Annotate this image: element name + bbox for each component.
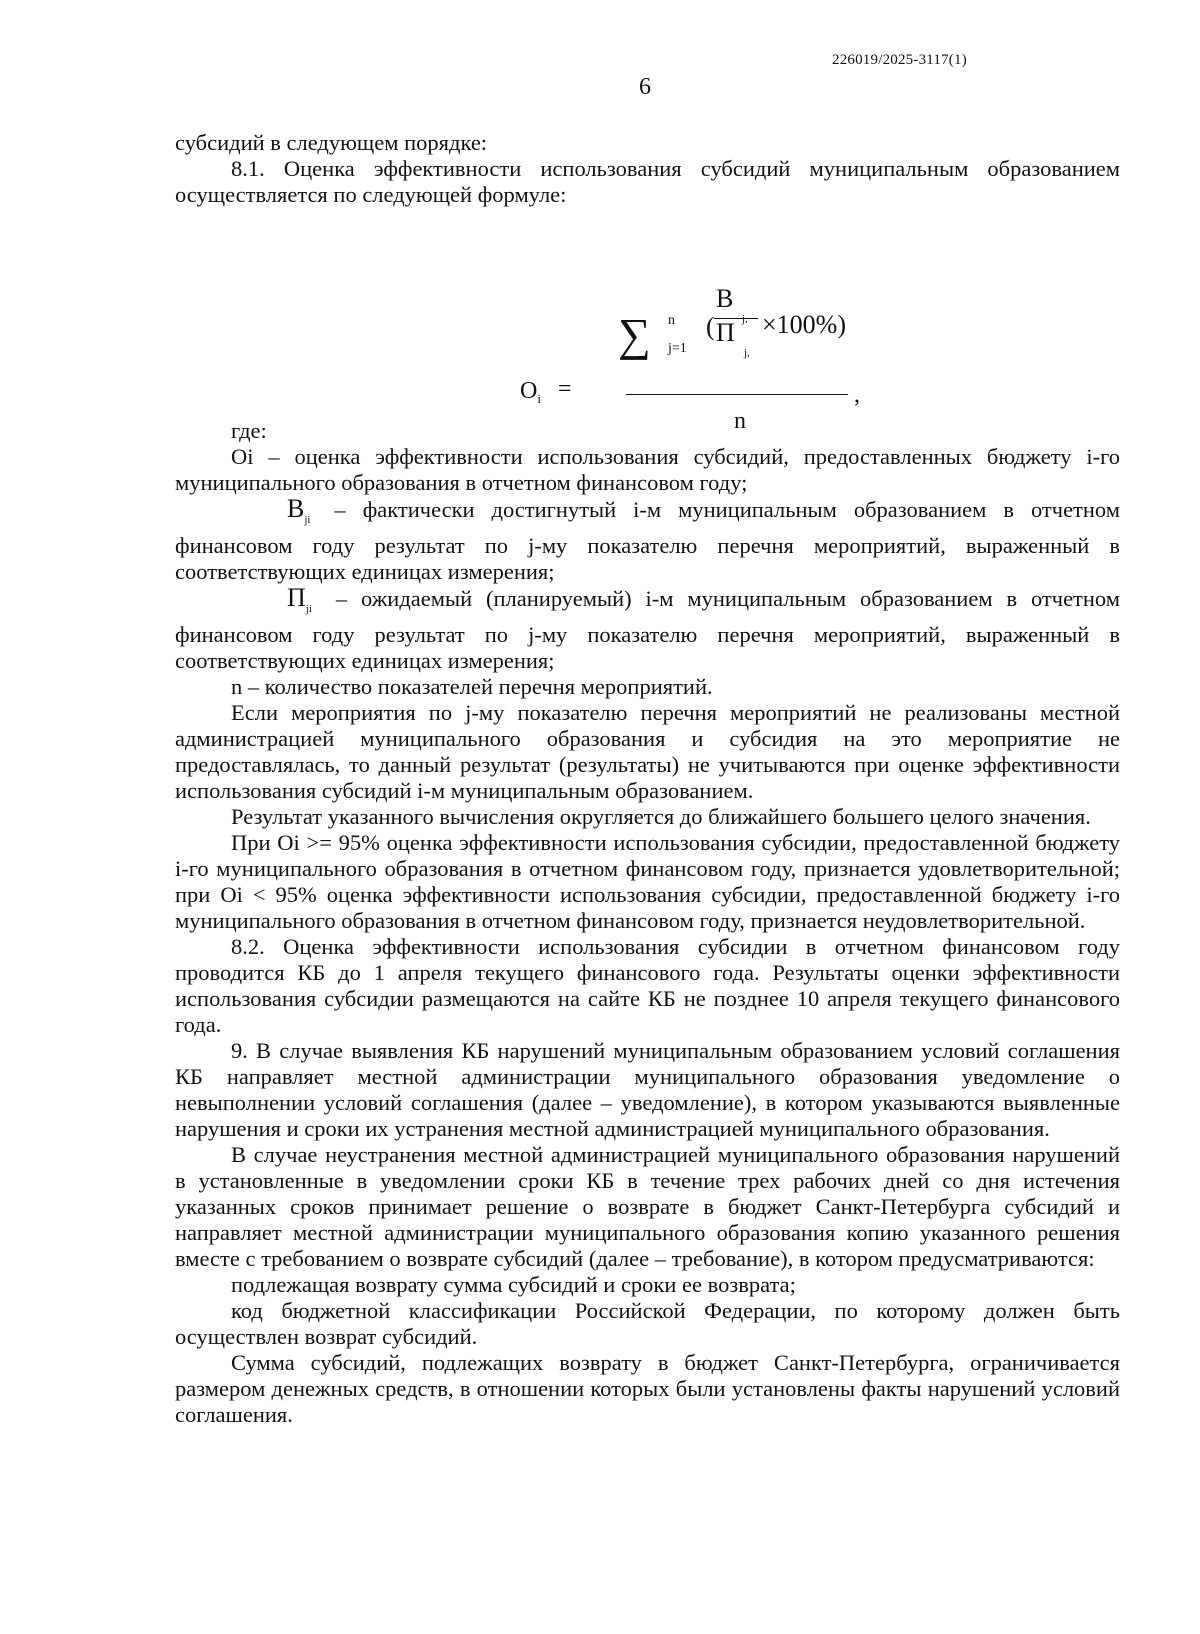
definition-oi: Оi – оценка эффективности использования субсидий, предоставленных бюджету i-го муниципального образования в отчетном финансовом году; (175, 444, 1120, 495)
paragraph-95-percent: При Оi >= 95% оценка эффективности использования субсидии, предоставленной бюджету i-го муниципального образования в отчетном финансовом году, признается удовлетворительной; при Оi < 95% оценка эффективности использования субсидии, предоставленной бюджету i-го муниципального образования в отчетном финансовом году, признается неудовлетворительной. (175, 830, 1120, 934)
sum-upper-limit: n (668, 313, 675, 328)
inner-fraction-denominator: П (716, 318, 735, 347)
paragraph-sum-limit: Сумма субсидий, подлежащих возврату в бюджет Санкт-Петербурга, ограничивается размером денежных средств, в отношении которых были установлены факты нарушений условий соглашения. (175, 1350, 1120, 1428)
sum-lower-limit: j=1 (668, 341, 687, 356)
paragraph-8-2: 8.2. Оценка эффективности использования субсидии в отчетном финансовом году проводится КБ до 1 апреля текущего финансового года. Результаты оценки эффективности использования субсидии размещаются на сайте КБ не позднее 10 апреля текущего финансового года. (175, 934, 1120, 1038)
symbol-p: $П_{ji}$ (287, 583, 312, 616)
paragraph-intro: субсидий в следующем порядке: (175, 130, 488, 155)
paragraph-rounding: Результат указанного вычисления округляется до ближайшего большего целого значения. (231, 804, 1091, 830)
sum-symbol: ∑ (618, 309, 651, 360)
open-paren: ( (706, 312, 715, 341)
paragraph-9-non-elimination: В случае неустранения местной администрацией муниципального образования нарушений в установленные в уведомлении сроки КБ в течение трех рабочих дней со дня истечения указанных сроков принимает решение о возврате в бюджет Санкт-Петербурга субсидий и направляет местной администрации муниципального образования копию указанного решения вместе с требованием о возврате субсидий (далее – требование), в котором предусматриваются: (175, 1142, 1120, 1272)
symbol-b: $В_{ji}$ (287, 494, 311, 527)
efficiency-formula (520, 216, 960, 434)
formula-comma: , (854, 382, 860, 408)
formula-equals: = (558, 376, 572, 402)
formula-lhs: $O_i$ (520, 378, 541, 406)
paragraph-return-sum: подлежащая возврату сумма субсидий и сроки ее возврата; (231, 1272, 796, 1298)
main-fraction-bar (626, 394, 848, 395)
paragraph-9: 9. В случае выявления КБ нарушений муниципальным образованием условий соглашения КБ направляет местной администрации муниципального образования уведомление о невыполнении условий соглашения (далее – уведомление), в котором указываются выявленные нарушения и сроки их устранения местной администрацией муниципального образования. (175, 1038, 1120, 1142)
paragraph-budget-code: код бюджетной классификации Российской Федерации, по которому должен быть осуществлен возврат субсидий. (175, 1298, 1120, 1350)
definition-n: n – количество показателей перечня мероприятий. (231, 674, 713, 700)
document-code: 226019/2025-3117(1) (832, 52, 967, 68)
where-label: где: (231, 418, 267, 443)
definition-b: $В_{ji}$ – фактически достигнутый i-м муниципальным образованием в отчетном финансовом году результат по j-му показателю перечня мероприятий, выраженный в соответствующих единицах измерения; (175, 494, 1120, 585)
inner-fraction-denominator-sub: j, (744, 347, 750, 359)
paragraph-8-1: 8.1. Оценка эффективности использования субсидий муниципальным образованием осуществляется по следующей формуле: (175, 156, 1120, 207)
times-percent: ×100%) (762, 310, 846, 339)
inner-fraction-numerator: В (716, 284, 734, 313)
page-number: 6 (639, 74, 651, 100)
definition-p: $П_{ji}$ – ожидаемый (планируемый) i-м муниципальным образованием в отчетном финансовом году результат по j-му показателю перечня мероприятий, выраженный в соответствующих единицах измерения; (175, 583, 1120, 674)
inner-fraction-numerator-sub: j, (742, 313, 748, 325)
paragraph-if-not-implemented: Если мероприятия по j-му показателю перечня мероприятий не реализованы местной администрацией муниципального образования и субсидия на это мероприятие не предоставлялась, то данный результат (результаты) не учитываются при оценке эффективности использования субсидий i-м муниципальным образованием. (175, 700, 1120, 804)
document-body (175, 130, 1120, 1428)
main-denominator: n (734, 408, 746, 434)
